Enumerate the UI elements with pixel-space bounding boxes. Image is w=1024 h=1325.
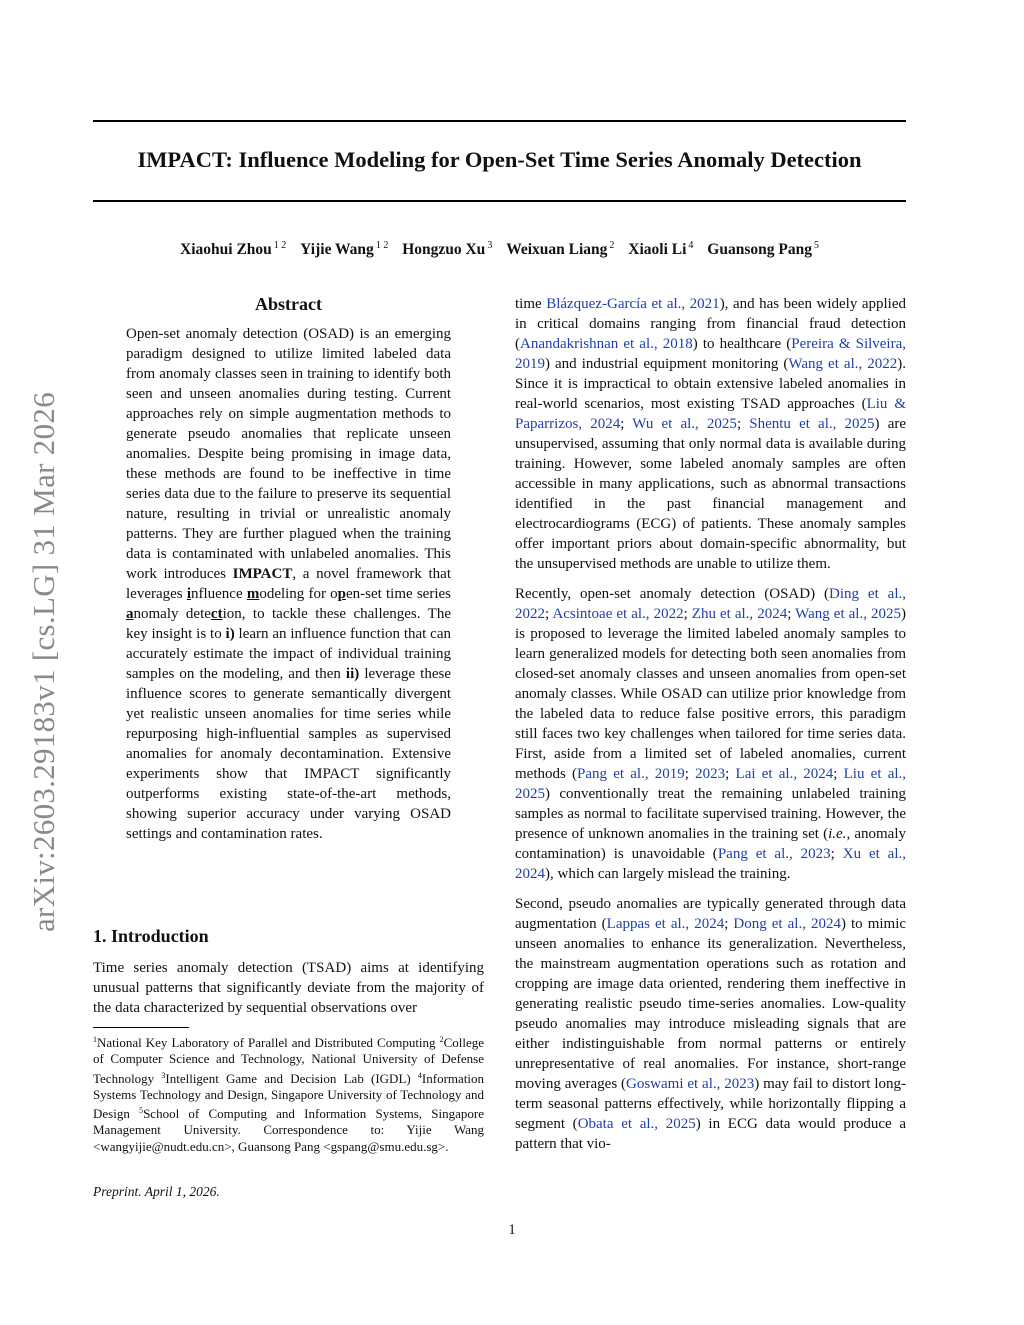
author-name: Weixuan Liang (506, 241, 608, 258)
author-affiliation-marker: 5 (813, 240, 819, 251)
body-text: ; (683, 606, 692, 622)
author (506, 241, 614, 258)
preprint-note: Preprint. April 1, 2026. (93, 1184, 220, 1199)
author-name: Hongzuo Xu (402, 241, 486, 258)
paper-title: IMPACT: Influence Modeling for Open-Set Time Series Anomaly Detection (137, 147, 862, 172)
affiliation-text: Intelligent Game and Decision Lab (IGDL) (165, 1070, 418, 1086)
abstract-text: en-set time series (346, 586, 451, 602)
footnote-marker: 4 (417, 1070, 422, 1080)
acronym-letter: ct (210, 606, 223, 622)
acronym-letter: a (126, 606, 134, 622)
citation-link[interactable]: Dong et al., 2024 (733, 916, 841, 932)
abstract-text: Open-set anomaly detection (OSAD) is an emerging paradigm designed to utilize limited labeled data from anomaly classes seen in training to identify both seen and unseen anomalies during testing. Current approaches rely on simple augmentation methods to generate pseudo anomalies that replicate unseen anomalies. Despite being promising in image data, these methods are found to be ineffective in time series data due to the failure to preserve its sequential nature, resulting in trivial or unrealistic anomaly patterns. They are further plagued when the training data is contaminated with unlabeled anomalies. This work introduces (126, 326, 451, 582)
author-affiliation-marker: 3 (487, 240, 493, 251)
introduction-body (93, 958, 484, 1018)
body-text: ) are unsupervised, assuming that only normal data is available during training. However, some labeled anomaly samples are often accessible in many applications, such as abnormal transactions identified in the past financial management and electrocardiograms (ECG) of patients. These anomaly samples offer important priors about domain-specific abnormality, but the unsupervised methods are unable to utilize them. (515, 416, 907, 572)
abstract-text: nfluence (190, 586, 247, 602)
author-affiliation-marker: 1 2 (375, 240, 389, 251)
body-text: i.e. (828, 826, 847, 842)
affiliation-text: College of Computer Science and Technology, National University of Defense Technology (93, 1035, 484, 1086)
affiliation-footnotes (93, 1032, 484, 1155)
introduction-paragraph: Time series anomaly detection (TSAD) aims at identifying unusual patterns that significantly deviate from the majority of the data characterized by sequential observations over (93, 960, 484, 1016)
citation-link[interactable]: Shentu et al., 2025 (749, 416, 875, 432)
citation-link[interactable]: Blázquez-García et al., 2021 (546, 296, 720, 312)
affiliation-text: School of Computing and Information Systems, Singapore Management University. Correspondence to: Yijie Wang <wangyijie@nudt.edu.cn>, Guansong Pang <gspang@smu.edu.sg>. (93, 1106, 484, 1154)
citation-link[interactable]: Wang et al., 2025 (795, 606, 901, 622)
abstract-body (126, 324, 451, 844)
author (180, 241, 286, 258)
introduction-heading: 1. Introduction (93, 926, 209, 946)
body-text: ; (833, 766, 844, 782)
body-paragraph (515, 894, 906, 1154)
abstract-heading: Abstract (255, 294, 322, 314)
footnote-marker: 1 (93, 1035, 97, 1044)
body-text: ) and industrial equipment monitoring ( (545, 356, 789, 372)
body-text: Recently, open-set anomaly detection (OSAD) ( (515, 586, 829, 602)
citation-link[interactable]: Liu et al., 2025 (515, 766, 907, 802)
title-rule-bottom (93, 200, 906, 202)
body-text: ; (545, 606, 553, 622)
right-column (515, 294, 906, 1164)
body-paragraph (515, 294, 906, 574)
point-marker: i) (225, 626, 235, 642)
acronym-letter: p (337, 586, 346, 602)
arxiv-identifier: arXiv:2603.29183v1 [cs.LG] 31 Mar 2026 (26, 391, 61, 933)
citation-link[interactable]: Ding et al., 2022 (515, 586, 907, 622)
citation-link[interactable]: Wang et al., 2022 (788, 356, 898, 372)
citation-link[interactable]: Zhu et al., 2024 (691, 606, 788, 622)
body-text: Second, pseudo anomalies are typically generated through data augmentation ( (515, 896, 906, 932)
affiliation-text: National Key Laboratory of Parallel and Distributed Computing (97, 1035, 440, 1050)
body-text: ; (684, 766, 696, 782)
citation-link[interactable]: 2023 (695, 766, 726, 782)
body-text: ) in ECG data would produce a pattern that vio- (515, 1116, 907, 1152)
body-text: time (515, 296, 547, 312)
body-text: ) conventionally treat the remaining unlabeled training samples as normal to facilitate supervised training. However, the presence of unknown anomalies in the training set ( (515, 786, 906, 842)
citation-link[interactable]: Obata et al., 2025 (577, 1116, 696, 1132)
body-text: ; (830, 846, 843, 862)
abstract-text: leverage these influence scores to generate semantically divergent yet realistic unseen anomalies for time series while repurposing high-influential samples as supervised anomalies for anomaly decontamination. Extensive experiments show that IMPACT significantly outperforms existing state-of-the-art methods, showing superior accuracy under varying OSAD settings and contamination rates. (126, 666, 452, 842)
author-affiliation-marker: 4 (688, 240, 694, 251)
body-text: ). Since it is impractical to obtain extensive labeled anomalies in real-world scenarios, most existing TSAD approaches ( (515, 356, 907, 412)
footnote-marker: 5 (139, 1106, 144, 1116)
citation-link[interactable]: Anandakrishnan et al., 2018 (520, 336, 693, 352)
body-text: , anomaly contamination) is unavoidable ( (515, 826, 906, 862)
body-text: ; (725, 766, 736, 782)
author-name: Yijie Wang (300, 241, 374, 258)
body-paragraph (515, 584, 906, 884)
body-text: ) to healthcare ( (692, 336, 792, 352)
body-text: ; (724, 916, 734, 932)
title-rule-top (93, 120, 906, 122)
author-name: Guansong Pang (707, 241, 812, 258)
author-name: Xiaoli Li (628, 241, 687, 258)
method-name: IMPACT (232, 566, 293, 582)
citation-link[interactable]: Xu et al., 2024 (515, 846, 907, 882)
abstract-text: nomaly dete (133, 606, 211, 622)
author (628, 241, 693, 258)
citation-link[interactable]: Liu & Paparrizos, 2024 (515, 396, 906, 432)
abstract-text: , a novel framework that leverages (126, 566, 451, 602)
footnote-rule (93, 1027, 189, 1028)
body-text: ; (787, 606, 796, 622)
abstract-paragraph (126, 324, 451, 844)
body-text: ) may fail to distort long-term seasonal patterns effectively, while horizontally flipping a segment ( (515, 1076, 906, 1132)
author-affiliation-marker: 2 (609, 240, 615, 251)
citation-link[interactable]: Pang et al., 2019 (577, 766, 685, 782)
acronym-letter: i (186, 586, 191, 602)
citation-link[interactable]: Goswami et al., 2023 (626, 1076, 755, 1092)
footnote-marker: 2 (439, 1035, 444, 1044)
abstract-text: learn an influence function that can accurately estimate the impact of individual training samples on the modeling, and then (126, 626, 451, 682)
citation-link[interactable]: Pereira & Silveira, 2019 (515, 336, 907, 372)
author-name: Xiaohui Zhou (180, 241, 272, 258)
citation-link[interactable]: Lai et al., 2024 (735, 766, 834, 782)
abstract-text: odeling for o (259, 586, 338, 602)
citation-link[interactable]: Lappas et al., 2024 (606, 916, 725, 932)
citation-link[interactable]: Acsintoae et al., 2022 (552, 606, 684, 622)
affiliation-text: Information Systems Technology and Design, Singapore University of Technology and Design (93, 1070, 485, 1122)
author (402, 241, 492, 258)
author-affiliation-marker: 1 2 (273, 240, 287, 251)
point-marker: ii) (345, 666, 360, 682)
body-text: ), which can largely mislead the training. (545, 866, 791, 882)
page-number: 1 (508, 1222, 516, 1238)
acronym-letter: m (246, 586, 260, 602)
author-list (93, 236, 906, 260)
body-text: ), and has been widely applied in critical domains ranging from financial fraud detection ( (515, 296, 906, 352)
body-text: ) is proposed to leverage the limited labeled anomaly samples to learn generalized models for detecting both seen anomalies from closed-set anomaly classes and unseen anomalies from open-set anomaly classes. While OSAD can utilize prior knowledge from the labeled data to reduce false positive errors, this paradigm still faces two key challenges when tailored for time series data. First, aside from a limited set of labeled anomalies, current methods ( (515, 606, 906, 782)
author (707, 241, 819, 258)
citation-link[interactable]: Pang et al., 2023 (717, 846, 831, 862)
footnote-marker: 3 (161, 1070, 166, 1080)
citation-link[interactable]: Wu et al., 2025 (632, 416, 737, 432)
abstract-text: ion, to tackle these challenges. The key insight is to (126, 606, 451, 642)
body-text: ; (620, 416, 633, 432)
body-text: ) to mimic unseen anomalies to enhance its generalization. Nevertheless, the mainstream augmentation operations such as rotation and cropping are image data oriented, rendering them ineffective in generating realistic pseudo time-series anomalies. Low-quality pseudo anomalies may introduce misleading signals that are either indistinguishable from normal patterns or entirely unrepresentative of real anomalies. For instance, short-range moving averages ( (515, 916, 907, 1092)
author (300, 241, 388, 258)
body-text: ; (736, 416, 750, 432)
